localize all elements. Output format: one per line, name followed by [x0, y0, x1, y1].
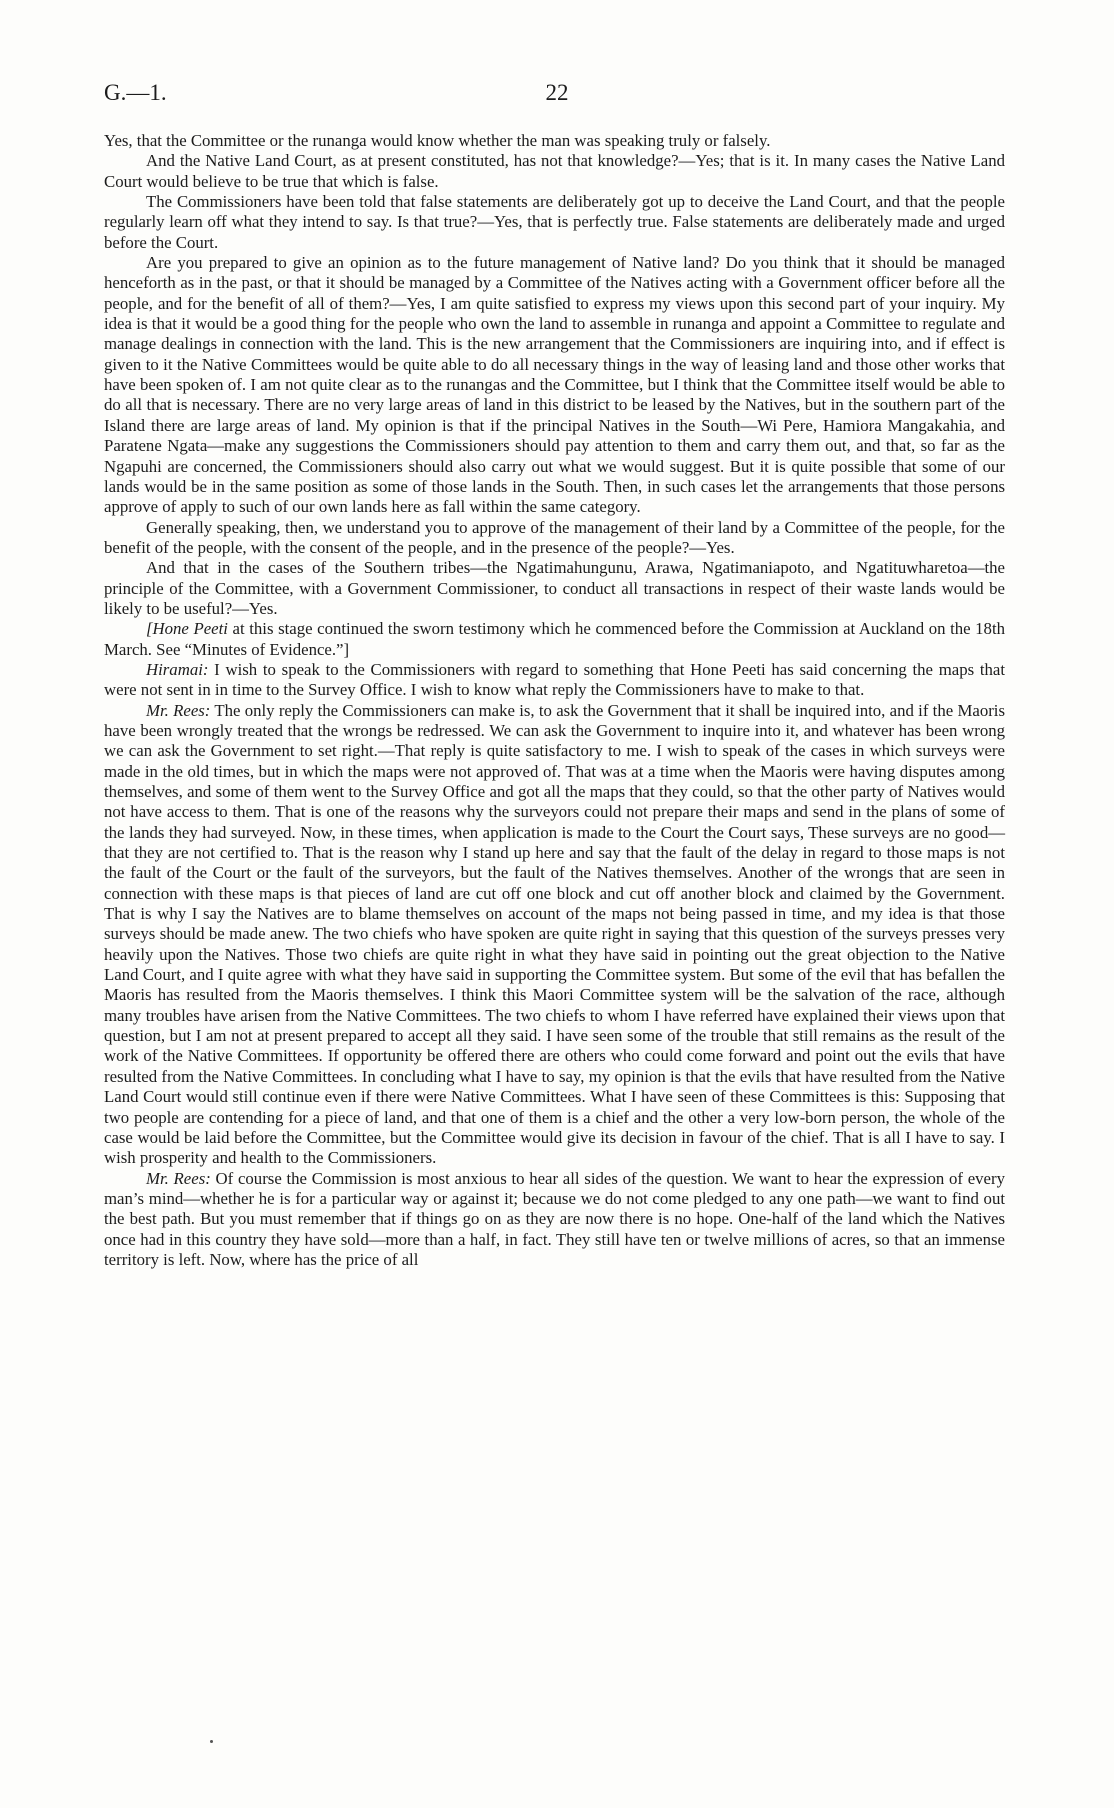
paragraph: [104, 192, 1005, 253]
paragraph: [104, 253, 1005, 517]
document-reference: G.—1.: [104, 80, 167, 105]
paragraph: [104, 660, 1005, 701]
paragraph: [104, 131, 1005, 151]
speaker-label: Hiramai:: [146, 659, 209, 679]
paragraph: [104, 1169, 1005, 1271]
speaker-label: [Hone Peeti: [146, 619, 228, 639]
paragraph: [104, 701, 1005, 1169]
paragraph: [104, 518, 1005, 559]
paragraph-text: Generally speaking, then, we understand you to approve of the management of their land by a Committee of the people, for the benefit of the people, with the consent of the people, and in the presence of the people?—Yes.: [104, 517, 1005, 557]
speaker-label: Mr. Rees:: [146, 700, 211, 720]
page-header: [104, 80, 1010, 114]
ink-speck: [210, 1740, 213, 1743]
paragraph-text: at this stage continued the sworn testimony which he commenced before the Commission at Auckland on the 18th March. See “Minutes of Evidence.”]: [104, 619, 1006, 659]
paragraph: [104, 151, 1005, 192]
paragraph-text: The only reply the Commissioners can make is, to ask the Government that it shall be inquired into, and if the Maoris have been wrongly treated that the wrongs be redressed. We can ask the Government to inquire into it, and whatever has been wrong we can ask the Government to set right.—That reply is quite satisfactory to me. I wish to speak of the cases in which surveys were made in the old times, but in which the maps were not approved of. That was at a time when the Maoris were having disputes among themselves, and some of them went to the Survey Office and got all the maps that they could, so that the other party of Natives would not have access to them. That is one of the reasons why the surveyors could not prepare their maps and send in the plans of some of the lands they had surveyed. Now, in these times, when application is made to the Court the Court says, These surveys are no good—that they are not certified to. That is the reason why I stand up here and say that the fault of the delay in regard to those maps is not the fault of the Court or the fault of the surveyors, but the fault of the Natives themselves. Another of the wrongs that are seen in connection with these maps is that pieces of land are cut off one block and cut off another block and claimed by the Government. That is why I say the Natives are to blame themselves on account of the maps not being passed in time, and my idea is that those surveys should be made anew. The two chiefs who have spoken are quite right in saying that this question of the surveys presses very heavily upon the Natives. Those two chiefs are quite right in what they have said in pointing out the great objection to the Native Land Court, and I quite agree with what they have said in supporting the Committee system. But some of the evil that has befallen the Maoris has resulted from the Maoris themselves. I think this Maori Committee system will be the salvation of the race, although many troubles have arisen from the Native Committees. The two chiefs to whom I have referred have explained their views upon that question, but I am not at present prepared to accept all they said. I have seen some of the trouble that still remains as the result of the work of the Native Committees. If opportunity be offered there are others who could come forward and point out the evils that have resulted from the Native Committees. In concluding what I have to say, my opinion is that the evils that have resulted from the Native Land Court would still continue even if there were Native Committees. What I have seen of these Committees is this: Supposing that two people are contending for a piece of land, and that one of them is a chief and the other a very low-born person, the whole of the case would be laid before the Committee, but the Committee would give its decision in favour of the chief. That is all I have to say. I wish prosperity and health to the Commissioners.: [104, 700, 1005, 1168]
paragraph-text: Of course the Commission is most anxious to hear all sides of the question. We want to hear the expression of every man’s mind—whether he is for a particular way or against it; because we do not come pledged to any one path—we want to find out the best path. But you must remember that if things go on as they are now there is no hope. One-half of the land which the Natives once had in this country they have sold—more than a half, in fact. They still have ten or twelve millions of acres, so that an immense territory is left. Now, where has the price of all: [104, 1168, 1005, 1269]
body-text: [104, 131, 1005, 1270]
paragraph: [104, 558, 1005, 619]
paragraph: [104, 619, 1005, 660]
speaker-label: Mr. Rees:: [146, 1168, 211, 1188]
paragraph-text: The Commissioners have been told that false statements are deliberately got up to deceive the Land Court, and that the people regularly learn off what they intend to say. Is that true?—Yes, that is perfectly true. False statements are deliberately made and urged before the Court.: [104, 192, 1005, 252]
paragraph-text: Are you prepared to give an opinion as to the future management of Native land? Do you think that it should be managed henceforth as in the past, or that it should be managed by a Committee of the Natives acting with a Government officer before all the people, and for the benefit of all of them?—Yes, I am quite satisfied to express my views upon this second part of your inquiry. My idea is that it would be a good thing for the people who own the land to assemble in runanga and appoint a Committee to regulate and manage dealings in connection with the land. This is the new arrangement that the Commissioners are inquiring into, and if effect is given to it the Native Committees would be quite able to do all necessary things in the way of leasing land and those other works that have been spoken of. I am not quite clear as to the runangas and the Committee, but I think that the Committee itself would be able to do all that is necessary. There are no very large areas of land in this district to be leased by the Natives, but in the southern part of the Island there are large areas of land. My opinion is that if the principal Natives in the South—Wi Pere, Hamiora Mangakahia, and Paratene Ngata—make any suggestions the Commissioners should pay attention to them and carry them out, and that, so far as the Ngapuhi are concerned, the Commissioners should also carry out what we would suggest. But it is quite possible that some of our lands would be in the same position as some of those lands in the South. Then, in such cases let the arrangements that those persons approve of apply to such of our own lands here as fall within the same category.: [104, 253, 1005, 517]
paragraph-text: I wish to speak to the Commissioners with regard to something that Hone Peeti has said concerning the maps that were not sent in in time to the Survey Office. I wish to know what reply the Commissioners have to make to that.: [104, 659, 1005, 700]
paragraph-text: And the Native Land Court, as at present constituted, has not that knowledge?—Yes; that is it. In many cases the Native Land Court would believe to be true that which is false.: [104, 151, 1005, 191]
page-number: 22: [545, 80, 569, 105]
paragraph-text: Yes, that the Committee or the runanga would know whether the man was speaking truly or falsely.: [104, 131, 771, 150]
paragraph-text: And that in the cases of the Southern tribes—the Ngatimahungunu, Arawa, Ngatimaniapoto, and Ngatituwharetoa—the principle of the Committee, with a Government Commissioner, to conduct all transactions in respect of their waste lands would be likely to be useful?—Yes.: [104, 558, 1005, 618]
